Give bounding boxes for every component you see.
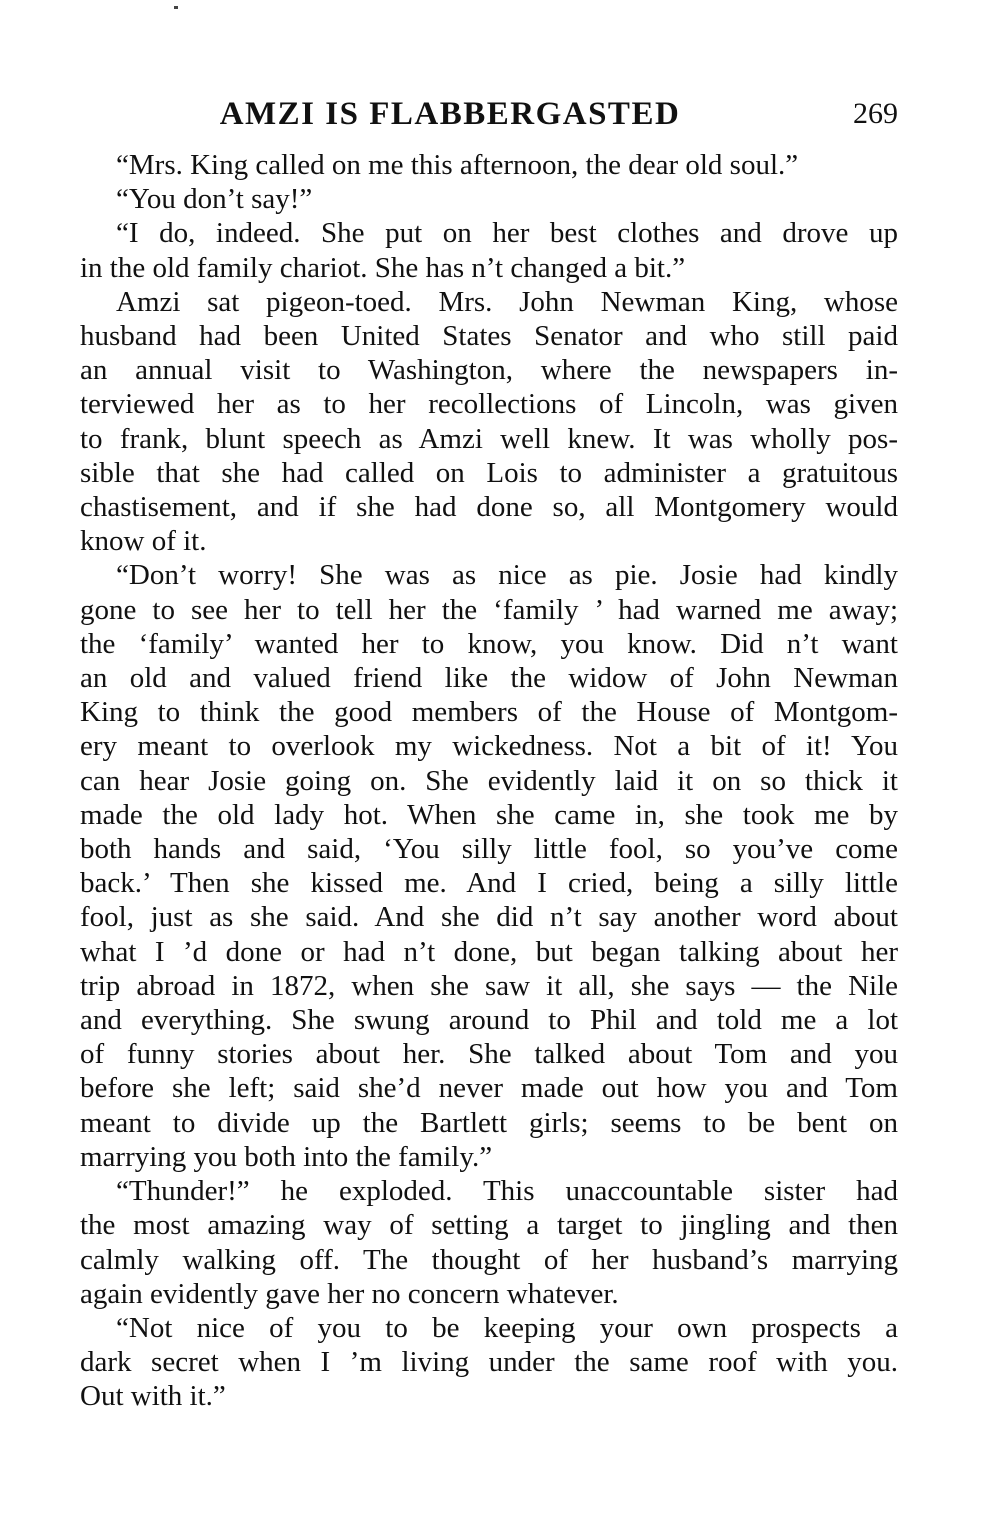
text-line: Out with it.” xyxy=(80,1380,226,1413)
scan-speck xyxy=(174,6,178,9)
text-line: gone to see her to tell her the ‘family ’ had warned me away; xyxy=(80,593,898,626)
paragraph xyxy=(80,1174,898,1311)
text-line: in the old family chariot. She has n’t changed a bit.” xyxy=(80,251,686,284)
text-line: chastisement, and if she had done so, all Montgomery would xyxy=(80,491,898,524)
text-line: and everything. She swung around to Phil and told me a lot xyxy=(80,1004,898,1037)
text-line: marrying you both into the family.” xyxy=(80,1140,493,1173)
paragraph xyxy=(80,148,898,182)
text-line: the most amazing way of setting a target to jingling and then xyxy=(80,1209,898,1242)
text-line: to frank, blunt speech as Amzi well knew. It was wholly pos- xyxy=(80,422,898,455)
text-line: calmly walking off. The thought of her husband’s marrying xyxy=(80,1243,898,1276)
text-line: both hands and said, ‘You silly little fool, so you’ve come xyxy=(80,833,898,866)
text-line: before she left; said she’d never made out how you and Tom xyxy=(80,1072,898,1105)
text-line: what I ’d done or had n’t done, but began talking about her xyxy=(80,935,898,968)
page-number: 269 xyxy=(853,97,898,130)
text-line: know of it. xyxy=(80,525,207,558)
text-line: Amzi sat pigeon-toed. Mrs. John Newman King, whose xyxy=(116,285,898,318)
text-line: trip abroad in 1872, when she saw it all, she says — the Nile xyxy=(80,969,898,1002)
text-line: “Not nice of you to be keeping your own prospects a xyxy=(116,1311,898,1344)
text-line: “Mrs. King called on me this afternoon, the dear old soul.” xyxy=(116,149,799,181)
text-line: sible that she had called on Lois to administer a gratuitous xyxy=(80,456,898,489)
text-line: an annual visit to Washington, where the newspapers in- xyxy=(80,354,898,387)
text-line: the ‘family’ wanted her to know, you know. Did n’t want xyxy=(80,627,898,660)
paragraph xyxy=(80,182,898,216)
text-line: fool, just as she said. And she did n’t say another word about xyxy=(80,901,898,934)
text-line: husband had been United States Senator and who still paid xyxy=(80,320,898,353)
text-line: an old and valued friend like the widow of John Newman xyxy=(80,662,898,695)
running-title: AMZI IS FLABBERGASTED xyxy=(219,96,681,132)
paragraph xyxy=(80,216,898,284)
text-line: King to think the good members of the House of Montgom- xyxy=(80,696,898,729)
text-line: dark secret when I ’m living under the same roof with you. xyxy=(80,1346,898,1379)
text-line: can hear Josie going on. She evidently laid it on so thick it xyxy=(80,764,898,797)
text-line: “I do, indeed. She put on her best clothes and drove up xyxy=(116,217,898,250)
paragraph xyxy=(80,558,898,1174)
text-line: “Don’t worry! She was as nice as pie. Josie had kindly xyxy=(116,559,898,592)
running-head xyxy=(80,92,898,136)
text-line: terviewed her as to her recollections of Lincoln, was given xyxy=(80,388,898,421)
text-line: “You don’t say!” xyxy=(116,183,313,216)
text-line: ery meant to overlook my wickedness. Not a bit of it! You xyxy=(80,730,898,763)
text-line: of funny stories about her. She talked about Tom and you xyxy=(80,1038,898,1071)
text-line: “Thunder!” he exploded. This unaccountable sister had xyxy=(116,1175,898,1208)
paragraph xyxy=(80,1311,898,1414)
text-line: made the old lady hot. When she came in, she took me by xyxy=(80,798,898,831)
body-text xyxy=(80,148,898,1414)
text-line: meant to divide up the Bartlett girls; seems to be bent on xyxy=(80,1106,898,1139)
paragraph xyxy=(80,285,898,559)
text-line: back.’ Then she kissed me. And I cried, being a silly little xyxy=(80,867,898,900)
text-line: again evidently gave her no concern whatever. xyxy=(80,1277,619,1310)
